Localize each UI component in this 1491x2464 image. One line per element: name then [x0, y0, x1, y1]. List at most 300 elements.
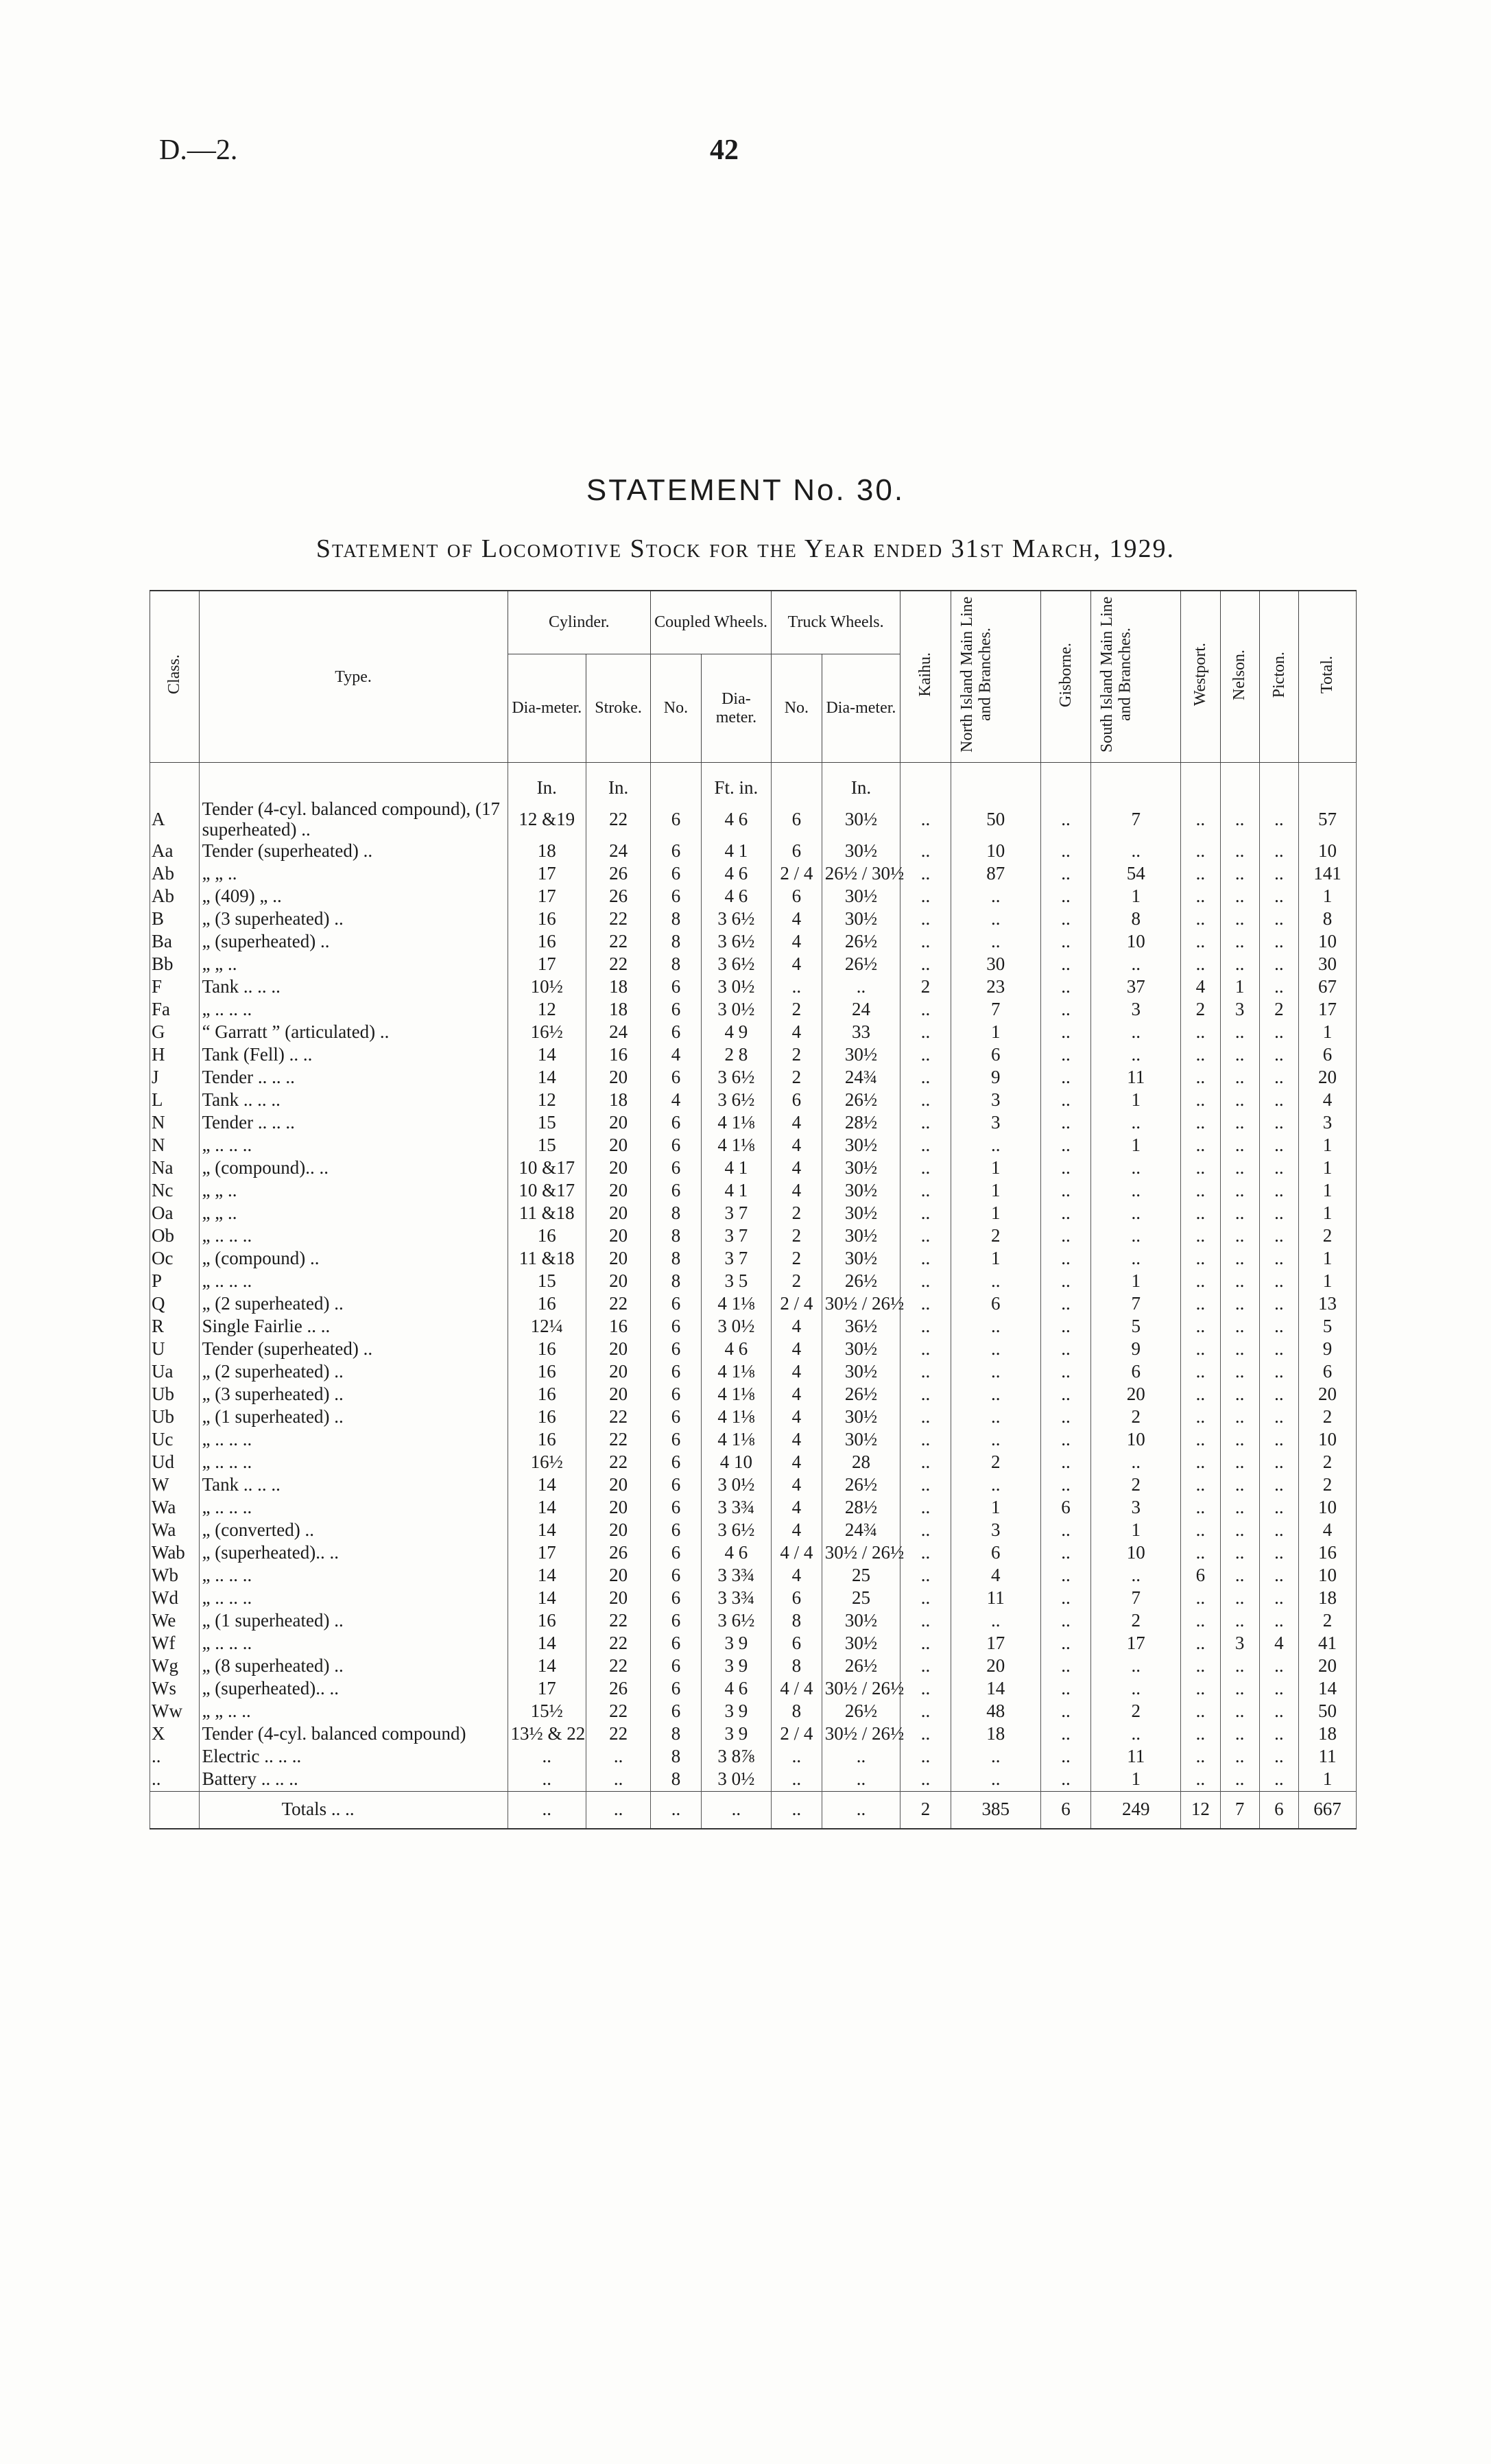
cell-coupled-diameter: 4 1⅛ [701, 1112, 771, 1135]
cell-stroke: 20 [586, 1203, 651, 1225]
cell-gisborne: .. [1040, 1565, 1091, 1587]
cell-kaihu: .. [900, 1655, 951, 1678]
cell-north-island: .. [951, 1135, 1040, 1157]
cell-truck-no: 2 [772, 1248, 822, 1270]
cell-south-island: 5 [1091, 1316, 1181, 1338]
total-cell: .. [822, 1791, 900, 1829]
cell-kaihu: .. [900, 1135, 951, 1157]
cell-kaihu: .. [900, 1542, 951, 1565]
cell-westport: .. [1181, 1610, 1220, 1633]
cell-cyl-diameter: 14 [508, 1565, 586, 1587]
cell-cyl-diameter: 16 [508, 1429, 586, 1452]
cell-nelson: .. [1220, 799, 1259, 840]
cell-coupled-no: 6 [651, 1067, 702, 1089]
cell-gisborne: .. [1040, 1361, 1091, 1384]
cell-westport: .. [1181, 1089, 1220, 1112]
cell-total: 16 [1299, 1542, 1357, 1565]
cell-gisborne: .. [1040, 1655, 1091, 1678]
unit-cyl-dia: In. [508, 763, 586, 800]
cell-gisborne: .. [1040, 1203, 1091, 1225]
cell-truck-no: 4 / 4 [772, 1678, 822, 1701]
col-total-header: Total. [1299, 591, 1357, 763]
cell-coupled-no: 6 [651, 863, 702, 886]
cell-north-island: .. [951, 1768, 1040, 1792]
cell-truck-diameter: 30½ [822, 1225, 900, 1248]
cell-nelson: .. [1220, 1021, 1259, 1044]
cell-truck-no: 8 [772, 1701, 822, 1723]
cell-south-island: .. [1091, 1203, 1181, 1225]
cell-kaihu: .. [900, 1112, 951, 1135]
cell-coupled-no: 6 [651, 976, 702, 999]
cell-class: Q [150, 1293, 200, 1316]
cell-nelson: .. [1220, 931, 1259, 953]
cell-gisborne: .. [1040, 976, 1091, 999]
cell-south-island: .. [1091, 1044, 1181, 1067]
cell-coupled-no: 8 [651, 953, 702, 976]
cell-south-island: .. [1091, 1452, 1181, 1474]
cell-kaihu: 2 [900, 976, 951, 999]
cell-nelson: .. [1220, 1701, 1259, 1723]
cell-gisborne: .. [1040, 1293, 1091, 1316]
cell-type: Battery .. .. .. [199, 1768, 508, 1792]
cell-type: „ (2 superheated) .. [199, 1361, 508, 1384]
cell-cyl-diameter: 10½ [508, 976, 586, 999]
cell-total: 10 [1299, 1429, 1357, 1452]
cell-gisborne: .. [1040, 1633, 1091, 1655]
cell-north-island: 3 [951, 1519, 1040, 1542]
cell-picton: .. [1259, 1723, 1298, 1746]
cell-total: 4 [1299, 1519, 1357, 1542]
cell-total: 17 [1299, 999, 1357, 1021]
cell-stroke: 16 [586, 1044, 651, 1067]
totals-row [150, 1791, 1357, 1829]
cell-total: 20 [1299, 1655, 1357, 1678]
cell-coupled-diameter: 3 3¾ [701, 1587, 771, 1610]
cell-class: N [150, 1135, 200, 1157]
cell-south-island: 1 [1091, 1519, 1181, 1542]
cell-kaihu: .. [900, 931, 951, 953]
cell-truck-no: 4 [772, 1361, 822, 1384]
table-row [150, 1587, 1357, 1610]
cell-nelson: .. [1220, 1044, 1259, 1067]
table-row [150, 1248, 1357, 1270]
cell-westport: .. [1181, 1452, 1220, 1474]
col-picton-header: Picton. [1259, 591, 1298, 763]
cell-gisborne: .. [1040, 1089, 1091, 1112]
cell-truck-no: 2 / 4 [772, 863, 822, 886]
cell-westport: .. [1181, 1406, 1220, 1429]
cell-cyl-diameter: 16 [508, 1610, 586, 1633]
cell-picton: .. [1259, 1474, 1298, 1497]
cell-total: 2 [1299, 1610, 1357, 1633]
cell-south-island: .. [1091, 1021, 1181, 1044]
cell-westport: .. [1181, 1746, 1220, 1768]
cell-coupled-diameter: 3 9 [701, 1655, 771, 1678]
cell-cyl-diameter: 16 [508, 1384, 586, 1406]
cell-gisborne: 6 [1040, 1497, 1091, 1519]
cell-picton: .. [1259, 1157, 1298, 1180]
cell-gisborne: .. [1040, 1270, 1091, 1293]
table-row [150, 1203, 1357, 1225]
cell-truck-no: 4 [772, 1021, 822, 1044]
cell-nelson: .. [1220, 1678, 1259, 1701]
cell-truck-no: 2 [772, 1270, 822, 1293]
cell-south-island: 1 [1091, 1089, 1181, 1112]
cell-picton: .. [1259, 1452, 1298, 1474]
cell-westport: .. [1181, 953, 1220, 976]
cell-stroke: 18 [586, 999, 651, 1021]
cell-cyl-diameter: 14 [508, 1519, 586, 1542]
cell-westport: .. [1181, 1474, 1220, 1497]
col-truck-diameter-header: Dia-meter. [822, 654, 900, 763]
cell-coupled-no: 6 [651, 886, 702, 908]
table-row [150, 1678, 1357, 1701]
cell-kaihu: .. [900, 1633, 951, 1655]
cell-cyl-diameter: 14 [508, 1587, 586, 1610]
cell-north-island: 50 [951, 799, 1040, 840]
cell-westport: .. [1181, 1768, 1220, 1792]
cell-class: Ab [150, 863, 200, 886]
cell-kaihu: .. [900, 1678, 951, 1701]
cell-gisborne: .. [1040, 999, 1091, 1021]
cell-westport: .. [1181, 1723, 1220, 1746]
table-row [150, 1384, 1357, 1406]
cell-total: 10 [1299, 1497, 1357, 1519]
cell-gisborne: .. [1040, 1474, 1091, 1497]
cell-south-island: .. [1091, 1157, 1181, 1180]
cell-gisborne: .. [1040, 1316, 1091, 1338]
total-cell: .. [508, 1791, 586, 1829]
cell-truck-no: 2 [772, 999, 822, 1021]
cell-coupled-diameter: 4 1⅛ [701, 1135, 771, 1157]
cell-nelson: .. [1220, 1248, 1259, 1270]
cell-south-island: .. [1091, 953, 1181, 976]
cell-nelson: .. [1220, 1452, 1259, 1474]
cell-south-island: 3 [1091, 999, 1181, 1021]
table-row [150, 799, 1357, 840]
cell-westport: .. [1181, 1519, 1220, 1542]
cell-total: 14 [1299, 1678, 1357, 1701]
cell-truck-diameter: 26½ [822, 1655, 900, 1678]
cell-total: 50 [1299, 1701, 1357, 1723]
cell-total: 1 [1299, 1021, 1357, 1044]
cell-stroke: 20 [586, 1157, 651, 1180]
cell-total: 10 [1299, 840, 1357, 863]
cell-total: 1 [1299, 1270, 1357, 1293]
cell-kaihu: .. [900, 1610, 951, 1633]
cell-type: “ Garratt ” (articulated) .. [199, 1021, 508, 1044]
cell-nelson: .. [1220, 1565, 1259, 1587]
cell-class: Wa [150, 1497, 200, 1519]
locomotive-stock-table [150, 590, 1357, 1829]
cell-north-island: 3 [951, 1089, 1040, 1112]
cell-stroke: 18 [586, 976, 651, 999]
cell-picton: .. [1259, 1270, 1298, 1293]
cell-gisborne: .. [1040, 1384, 1091, 1406]
cell-nelson: .. [1220, 1293, 1259, 1316]
cell-gisborne: .. [1040, 1225, 1091, 1248]
cell-gisborne: .. [1040, 1768, 1091, 1792]
cell-stroke: 20 [586, 1497, 651, 1519]
cell-type: „ .. .. .. [199, 1452, 508, 1474]
cell-total: 41 [1299, 1633, 1357, 1655]
cell-north-island: 4 [951, 1565, 1040, 1587]
cell-north-island: .. [951, 1746, 1040, 1768]
col-type-header: Type. [199, 591, 508, 763]
cell-south-island: 2 [1091, 1701, 1181, 1723]
cell-total: 57 [1299, 799, 1357, 840]
cell-cyl-diameter: 14 [508, 1474, 586, 1497]
cell-coupled-diameter: 3 0½ [701, 1768, 771, 1792]
cell-kaihu: .. [900, 1746, 951, 1768]
cell-nelson: .. [1220, 1746, 1259, 1768]
total-kaihu: 2 [900, 1791, 951, 1829]
cell-cyl-diameter: 18 [508, 840, 586, 863]
cell-class: Aa [150, 840, 200, 863]
cell-cyl-diameter: 16 [508, 1361, 586, 1384]
cell-cyl-diameter: 17 [508, 953, 586, 976]
cell-coupled-diameter: 3 3¾ [701, 1497, 771, 1519]
cell-stroke: .. [586, 1746, 651, 1768]
cell-truck-no: 4 [772, 1384, 822, 1406]
cell-cyl-diameter: 15½ [508, 1701, 586, 1723]
cell-class: We [150, 1610, 200, 1633]
cell-westport: .. [1181, 1044, 1220, 1067]
cell-type: „ „ .. [199, 1180, 508, 1203]
cell-type: „ (compound).. .. [199, 1157, 508, 1180]
cell-north-island: .. [951, 1270, 1040, 1293]
cell-coupled-diameter: 3 8⅞ [701, 1746, 771, 1768]
cell-total: 141 [1299, 863, 1357, 886]
table-row [150, 999, 1357, 1021]
cell-truck-diameter: 26½ [822, 1474, 900, 1497]
cell-type: Tender (superheated) .. [199, 840, 508, 863]
cell-coupled-no: 6 [651, 1678, 702, 1701]
cell-north-island: 14 [951, 1678, 1040, 1701]
cell-class: Nc [150, 1180, 200, 1203]
cell-nelson: .. [1220, 1655, 1259, 1678]
cell-north-island: 1 [951, 1157, 1040, 1180]
cell-picton: .. [1259, 1542, 1298, 1565]
cell-south-island: 37 [1091, 976, 1181, 999]
cell-picton: 2 [1259, 999, 1298, 1021]
cell-cyl-diameter: 16 [508, 1338, 586, 1361]
cell-total: 1 [1299, 1157, 1357, 1180]
cell-coupled-diameter: 3 3¾ [701, 1565, 771, 1587]
cell-truck-no: .. [772, 1768, 822, 1792]
total-westport: 12 [1181, 1791, 1220, 1829]
cell-truck-no: 4 / 4 [772, 1542, 822, 1565]
cell-truck-diameter: 30½ [822, 799, 900, 840]
cell-coupled-diameter: 4 6 [701, 799, 771, 840]
cell-truck-no: 8 [772, 1610, 822, 1633]
cell-truck-diameter: 30½ [822, 1338, 900, 1361]
cell-picton: .. [1259, 1293, 1298, 1316]
cell-nelson: .. [1220, 1316, 1259, 1338]
cell-picton: .. [1259, 953, 1298, 976]
statement-title: STATEMENT No. 30. [586, 473, 905, 507]
table-row [150, 1361, 1357, 1384]
cell-south-island: 17 [1091, 1633, 1181, 1655]
cell-truck-no: 2 / 4 [772, 1723, 822, 1746]
cell-truck-no: 6 [772, 1587, 822, 1610]
cell-picton: .. [1259, 1044, 1298, 1067]
cell-stroke: 22 [586, 1655, 651, 1678]
cell-north-island: 7 [951, 999, 1040, 1021]
cell-westport: .. [1181, 1633, 1220, 1655]
cell-picton: .. [1259, 931, 1298, 953]
cell-class: Na [150, 1157, 200, 1180]
cell-truck-diameter: 28 [822, 1452, 900, 1474]
cell-nelson: .. [1220, 1225, 1259, 1248]
cell-westport: 4 [1181, 976, 1220, 999]
cell-stroke: 22 [586, 931, 651, 953]
page-number: 42 [710, 134, 739, 166]
cell-kaihu: .. [900, 908, 951, 931]
cell-total: 2 [1299, 1225, 1357, 1248]
cell-type: „ .. .. .. [199, 1633, 508, 1655]
cell-westport: .. [1181, 1384, 1220, 1406]
cell-westport: .. [1181, 1316, 1220, 1338]
cell-gisborne: .. [1040, 863, 1091, 886]
cell-type: „ (3 superheated) .. [199, 1384, 508, 1406]
cell-stroke: 22 [586, 1293, 651, 1316]
cell-truck-diameter: 30½ [822, 1180, 900, 1203]
cell-nelson: .. [1220, 1157, 1259, 1180]
cell-north-island: 9 [951, 1067, 1040, 1089]
cell-picton: .. [1259, 1248, 1298, 1270]
cell-nelson: .. [1220, 840, 1259, 863]
col-truck-wheels-header: Truck Wheels. [772, 591, 900, 654]
cell-south-island: 2 [1091, 1610, 1181, 1633]
cell-truck-no: 2 [772, 1203, 822, 1225]
cell-class: Oa [150, 1203, 200, 1225]
cell-coupled-diameter: 3 7 [701, 1203, 771, 1225]
cell-stroke: 20 [586, 1474, 651, 1497]
cell-coupled-no: 8 [651, 1248, 702, 1270]
cell-truck-diameter: 30½ [822, 1044, 900, 1067]
cell-truck-no: .. [772, 1746, 822, 1768]
cell-stroke: 20 [586, 1112, 651, 1135]
cell-stroke: 22 [586, 1452, 651, 1474]
cell-gisborne: .. [1040, 840, 1091, 863]
table-row [150, 953, 1357, 976]
table-row [150, 1021, 1357, 1044]
cell-kaihu: .. [900, 1180, 951, 1203]
cell-class: Ob [150, 1225, 200, 1248]
cell-coupled-diameter: 4 6 [701, 1542, 771, 1565]
cell-cyl-diameter: 17 [508, 886, 586, 908]
cell-truck-diameter: 26½ [822, 1270, 900, 1293]
cell-south-island: 7 [1091, 799, 1181, 840]
cell-truck-diameter: 30½ / 26½ [822, 1678, 900, 1701]
cell-coupled-diameter: 3 9 [701, 1633, 771, 1655]
cell-nelson: .. [1220, 1338, 1259, 1361]
cell-north-island: 6 [951, 1542, 1040, 1565]
cell-coupled-no: 4 [651, 1089, 702, 1112]
table-row [150, 1542, 1357, 1565]
cell-north-island: .. [951, 931, 1040, 953]
cell-class: F [150, 976, 200, 999]
cell-stroke: 20 [586, 1338, 651, 1361]
cell-class: Ab [150, 886, 200, 908]
cell-picton: .. [1259, 1225, 1298, 1248]
cell-nelson: .. [1220, 1519, 1259, 1542]
cell-westport: .. [1181, 1655, 1220, 1678]
cell-south-island: 1 [1091, 1768, 1181, 1792]
table-row [150, 931, 1357, 953]
cell-picton: .. [1259, 1701, 1298, 1723]
cell-coupled-diameter: 3 0½ [701, 976, 771, 999]
cell-truck-diameter: 28½ [822, 1497, 900, 1519]
cell-coupled-diameter: 4 1 [701, 840, 771, 863]
cell-truck-diameter: 26½ [822, 1384, 900, 1406]
cell-truck-no: 2 [772, 1225, 822, 1248]
cell-coupled-diameter: 3 6½ [701, 931, 771, 953]
cell-south-island: .. [1091, 1678, 1181, 1701]
table-row [150, 1452, 1357, 1474]
cell-north-island: .. [951, 1316, 1040, 1338]
cell-coupled-diameter: 3 6½ [701, 1067, 771, 1089]
cell-type: „ (converted) .. [199, 1519, 508, 1542]
cell-south-island: 20 [1091, 1384, 1181, 1406]
cell-truck-no: 4 [772, 908, 822, 931]
table-row [150, 1225, 1357, 1248]
table-row [150, 863, 1357, 886]
grand-total: 667 [1299, 1791, 1357, 1829]
cell-south-island: 8 [1091, 908, 1181, 931]
cell-type: Tender (4-cyl. balanced compound) [199, 1723, 508, 1746]
cell-kaihu: .. [900, 1701, 951, 1723]
cell-truck-diameter: 30½ [822, 1429, 900, 1452]
cell-truck-no: 4 [772, 1497, 822, 1519]
cell-gisborne: .. [1040, 1338, 1091, 1361]
cell-north-island: .. [951, 1361, 1040, 1384]
cell-class: Fa [150, 999, 200, 1021]
cell-nelson: .. [1220, 1723, 1259, 1746]
table-row [150, 1497, 1357, 1519]
cell-stroke: 22 [586, 1701, 651, 1723]
cell-class: J [150, 1067, 200, 1089]
cell-picton: .. [1259, 1067, 1298, 1089]
cell-kaihu: .. [900, 1248, 951, 1270]
col-coupled-diameter-header: Dia-meter. [701, 654, 771, 763]
cell-westport: .. [1181, 1157, 1220, 1180]
col-coupled-wheels-header: Coupled Wheels. [651, 591, 772, 654]
table-row [150, 840, 1357, 863]
cell-total: 20 [1299, 1384, 1357, 1406]
cell-truck-diameter: 30½ [822, 1406, 900, 1429]
cell-class: G [150, 1021, 200, 1044]
cell-kaihu: .. [900, 1497, 951, 1519]
cell-type: „ (409) „ .. [199, 886, 508, 908]
cell-nelson: .. [1220, 1270, 1259, 1293]
cell-westport: .. [1181, 799, 1220, 840]
cell-picton: .. [1259, 1316, 1298, 1338]
cell-stroke: 22 [586, 1406, 651, 1429]
cell-south-island: 1 [1091, 886, 1181, 908]
cell-coupled-no: 6 [651, 1429, 702, 1452]
totals-label: Totals .. .. [199, 1791, 508, 1829]
cell-stroke: 26 [586, 863, 651, 886]
cell-north-island: 1 [951, 1203, 1040, 1225]
total-gisborne: 6 [1040, 1791, 1091, 1829]
cell-westport: .. [1181, 931, 1220, 953]
cell-coupled-no: 6 [651, 1497, 702, 1519]
cell-kaihu: .. [900, 1474, 951, 1497]
cell-truck-no: 6 [772, 799, 822, 840]
cell-westport: .. [1181, 908, 1220, 931]
